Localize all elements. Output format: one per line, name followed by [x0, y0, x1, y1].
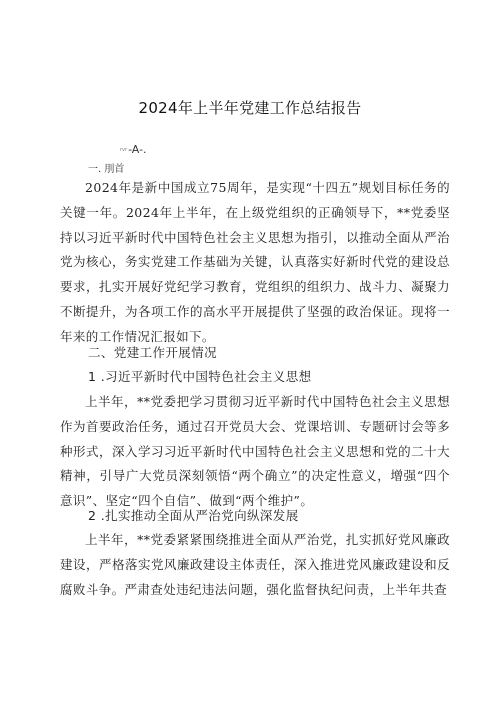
subsection-paragraph-1: 上半年，**党委把学习贯彻习近平新时代中国特色社会主义思想作为首要政治任务，通过召开党员大会、党课培训、专题研讨会等多种形式，深入学习习近平新时代中国特色社会主义思想和党的二十大精神，引导广大党员深刻领悟“两个确立”的决定性意义，增强“四个意识”、坚定“四个自信”、做到“两个维护”。 [60, 394, 450, 509]
marker-text: -A-. [128, 143, 147, 156]
section-marker [120, 143, 147, 156]
marker-prefix: rvr [120, 147, 128, 153]
subsection-heading-2 [88, 504, 299, 529]
subsection-heading-1 [88, 365, 312, 390]
section-heading-preface: 一. 刖首 [88, 164, 125, 175]
intro-paragraph: 2024年是新中国成立75周年，是实现“十四五”规划目标任务的关键一年。2024年上半年，在上级党组织的正确领导下，**党委坚持以习近平新时代中国特色社会主义思想为指引，以推动全面从严治党为核心，务实党建工作基础为关键，认真落实好新时代党的建设总要求，扎实开展好党纪学习教育，党组织的组织力、战斗力、凝聚力不断提升，为各项工作的高水平开展提供了坚强的政治保证。现将一年来的工作情况汇报如下。 [60, 180, 450, 344]
subsection-title: .扎实推动全面从严治党向纵深发展 [100, 508, 299, 523]
document-title: 2024年上半年党建工作总结报告 [138, 99, 362, 117]
subsection-number: 2 [88, 508, 97, 523]
section-heading-work: 二、党建工作开展情况 [88, 345, 218, 360]
subsection-paragraph-2: 上半年，**党委紧紧围绕推进全面从严治党，扎实抓好党风廉政建设，严格落实党风廉政建设主体责任，深入推进党风廉政建设和反腐败斗争。严肃查处违纪违法问题，强化监督执纪问责，上半年共查 [60, 532, 450, 597]
subsection-number: 1 [88, 369, 97, 384]
subsection-title: .习近平新时代中国特色社会主义思想 [100, 369, 312, 384]
